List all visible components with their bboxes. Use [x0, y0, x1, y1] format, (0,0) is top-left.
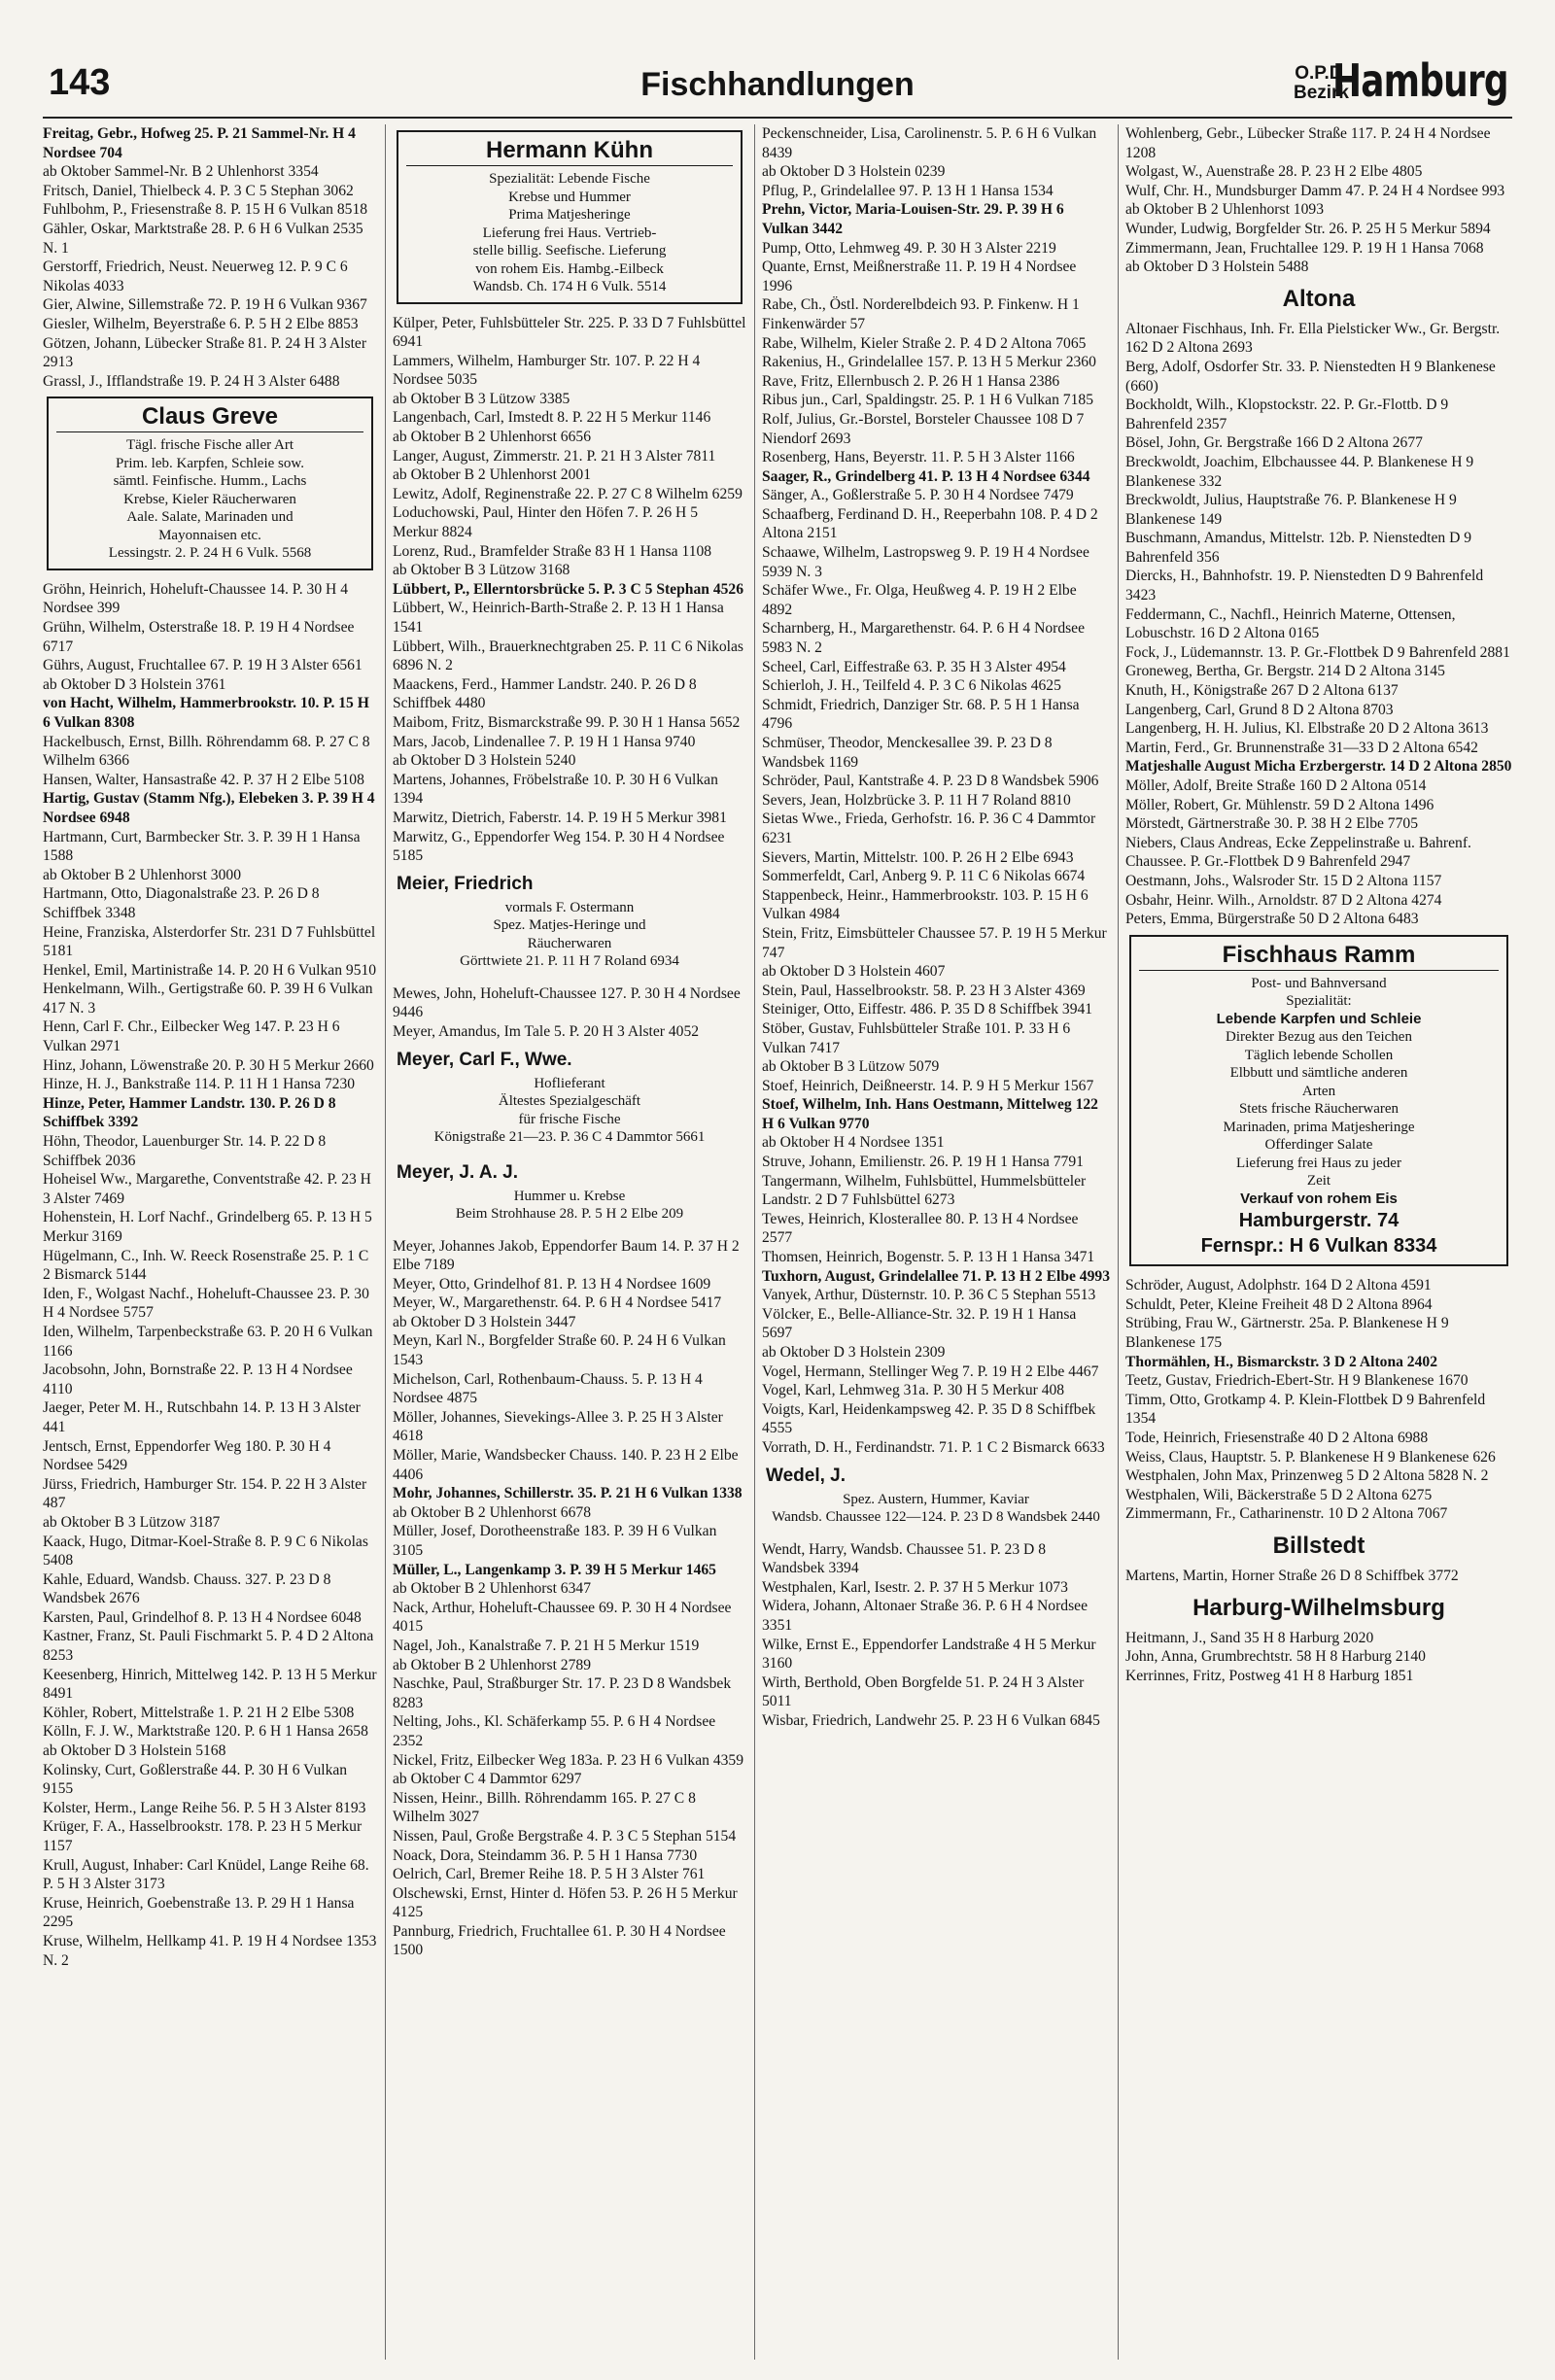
- listing-entry: Heine, Franziska, Alsterdorfer Str. 231 D 7 Fuhlsbüttel 5181: [43, 923, 376, 960]
- listing-entry: Scharnberg, H., Margarethenstr. 64. P. 6 H 4 Nordsee 5983 N. 2: [762, 620, 1086, 657]
- listing-entry: Henkelmann, Wilh., Gertigstraße 60. P. 39 H 6 Vulkan 417 N. 3: [43, 981, 373, 1017]
- listing-entry: Schaafberg, Ferdinand D. H., Reeperbahn 108. P. 4 D 2 Altona 2151: [762, 505, 1098, 542]
- advertisement-line: Tägl. frische Fische aller Art: [125, 437, 294, 454]
- listing-entry: Buschmann, Amandus, Mittelstr. 12b. P. Nienstedten D 9 Bahrenfeld 356: [1125, 530, 1472, 566]
- listing-entry: Ribus jun., Carl, Spaldingstr. 25. P. 1 H 6 Vulkan 7185: [762, 392, 1093, 409]
- listing-entry: Strübing, Frau W., Gärtnerstr. 25a. P. Blankenese H 9 Blankenese 175: [1125, 1315, 1449, 1352]
- listing-entry: Berg, Adolf, Osdorfer Str. 33. P. Nienstedten H 9 Blankenese (660): [1125, 358, 1496, 395]
- advertisement-line: Beim Strohhause 28. P. 5 H 2 Elbe 209: [455, 1206, 684, 1222]
- listing-entry: Lübbert, P., Ellerntorsbrücke 5. P. 3 C 5 Stephan 4526: [393, 580, 744, 598]
- listing-entry: Gier, Alwine, Sillemstraße 72. P. 19 H 6 Vulkan 9367: [43, 296, 367, 314]
- listing-entry: Schmidt, Friedrich, Danziger Str. 68. P. 5 H 1 Hansa 4796: [762, 696, 1080, 733]
- listing-entry: Krüger, F. A., Hasselbrookstr. 178. P. 23 H 5 Merkur 1157: [43, 1818, 363, 1854]
- advertisement-line: Wandsb. Chaussee 122—124. P. 23 D 8 Wandsbek 2440: [772, 1509, 1100, 1526]
- advertisement-title: Meier, Friedrich: [397, 873, 534, 894]
- listing-entry: ab Oktober B 3 Lützow 5079: [762, 1058, 940, 1076]
- listing-entry: Tewes, Heinrich, Klosterallee 80. P. 13 H 4 Nordsee 2577: [762, 1210, 1079, 1247]
- listing-entry: Pflug, P., Grindelallee 97. P. 13 H 1 Hansa 1534: [762, 182, 1054, 199]
- listing-entry: Martens, Martin, Horner Straße 26 D 8 Schiffbek 3772: [1125, 1567, 1459, 1584]
- listing-entry: Grühn, Wilhelm, Osterstraße 18. P. 19 H 4 Nordsee 6717: [43, 619, 355, 655]
- advertisement-line: Marinaden, prima Matjesheringe: [1223, 1119, 1415, 1135]
- listing-entry: ab Oktober D 3 Holstein 3761: [43, 675, 226, 693]
- advertisement-line: Königstraße 21—23. P. 36 C 4 Dammtor 5661: [433, 1129, 706, 1145]
- listing-entry: Wirth, Berthold, Oben Borgfelde 51. P. 24 H 3 Alster 5011: [762, 1673, 1085, 1710]
- listing-entry: Langenberg, H. H. Julius, Kl. Elbstraße 20 D 2 Altona 3613: [1125, 720, 1489, 738]
- listing-entry: Knuth, H., Königstraße 267 D 2 Altona 6137: [1125, 682, 1399, 700]
- advertisement-line: Offerdinger Salate: [1264, 1137, 1373, 1154]
- listing-entry: Meyn, Karl N., Borgfelder Straße 60. P. 24 H 6 Vulkan 1543: [393, 1332, 726, 1369]
- advertisement-line: Prim. leb. Karpfen, Schleie sow.: [116, 455, 304, 471]
- listing-entry: ab Oktober D 3 Holstein 5240: [393, 752, 576, 770]
- listing-entry: Osbahr, Heinr. Wilh., Arnoldstr. 87 D 2 Altona 4274: [1125, 891, 1442, 909]
- listing-entry: ab Oktober D 3 Holstein 3447: [393, 1313, 576, 1330]
- listing-entry: Martin, Ferd., Gr. Brunnenstraße 31—33 D 2 Altona 6542: [1125, 739, 1478, 756]
- advertisement-line: Görttwiete 21. P. 11 H 7 Roland 6934: [460, 953, 679, 970]
- advertisement-line: Lieferung frei Haus. Vertrieb-: [482, 224, 657, 241]
- listing-entry: Wilke, Ernst E., Eppendorfer Landstraße 4 H 5 Merkur 3160: [762, 1636, 1096, 1673]
- listing-entry: Götzen, Johann, Lübecker Straße 81. P. 24 H 3 Alster 2913: [43, 334, 367, 371]
- advertisement-line: Mayonnaisen etc.: [158, 527, 261, 543]
- listing-entry: Marwitz, Dietrich, Faberstr. 14. P. 19 H 5 Merkur 3981: [393, 809, 727, 826]
- listing-entry: Möller, Robert, Gr. Mühlenstr. 59 D 2 Altona 1496: [1125, 796, 1434, 813]
- listing-entry: ab Oktober B 2 Uhlenhorst 6678: [393, 1503, 591, 1521]
- listing-entry: ab Oktober C 4 Dammtor 6297: [393, 1771, 582, 1788]
- advertisement-title: Claus Greve: [56, 402, 363, 432]
- city-subheading: Altona: [1282, 285, 1356, 312]
- listing-entry: Müller, Josef, Dorotheenstraße 183. P. 39 H 6 Vulkan 3105: [393, 1523, 717, 1559]
- advertisement-line: von rohem Eis. Hambg.-Eilbeck: [475, 260, 664, 277]
- advertisement-line: Spez. Matjes-Heringe und: [493, 917, 646, 934]
- listing-entry: ab Oktober B 2 Uhlenhorst 2001: [393, 466, 591, 484]
- listing-entry: Diercks, H., Bahnhofstr. 19. P. Nienstedten D 9 Bahrenfeld 3423: [1125, 568, 1484, 604]
- listing-entry: Hartmann, Curt, Barmbecker Str. 3. P. 39 H 1 Hansa 1588: [43, 828, 361, 865]
- listing-entry: Pump, Otto, Lehmweg 49. P. 30 H 3 Alster 2219: [762, 239, 1056, 257]
- listing-entry: Tangermann, Wilhelm, Fuhlsbüttel, Hummelsbütteler Landstr. 2 D 7 Fuhlsbüttel 6273: [762, 1172, 1087, 1209]
- listing-entry: Kolster, Herm., Lange Reihe 56. P. 5 H 3 Alster 8193: [43, 1799, 366, 1816]
- city-title: Hamburg: [1332, 54, 1508, 107]
- listing-entry: Schuldt, Peter, Kleine Freiheit 48 D 2 Altona 8964: [1125, 1295, 1433, 1313]
- column-1: [43, 124, 377, 2360]
- listing-entry: Westphalen, Karl, Isestr. 2. P. 37 H 5 Merkur 1073: [762, 1578, 1068, 1596]
- listing-entry: Rolf, Julius, Gr.-Borstel, Borsteler Chaussee 108 D 7 Niendorf 2693: [762, 410, 1085, 447]
- listing-entry: Rakenius, H., Grindelallee 157. P. 13 H 5 Merkur 2360: [762, 354, 1096, 371]
- directory-columns: [43, 124, 1512, 2357]
- listing-entry: Hinz, Johann, Löwenstraße 20. P. 30 H 5 Merkur 2660: [43, 1056, 374, 1074]
- listing-entry: Kölln, F. J. W., Marktstraße 120. P. 6 H 1 Hansa 2658: [43, 1723, 368, 1741]
- listing-entry: Noack, Dora, Steindamm 36. P. 5 H 1 Hansa 7730: [393, 1846, 698, 1864]
- listing-entry: Nissen, Paul, Große Bergstraße 4. P. 3 C 5 Stephan 5154: [393, 1827, 737, 1845]
- listing-entry: Widera, Johann, Altonaer Straße 36. P. 6 H 4 Nordsee 3351: [762, 1598, 1088, 1634]
- listing-entry: Schröder, August, Adolphstr. 164 D 2 Altona 4591: [1125, 1277, 1432, 1294]
- listing-entry: Rave, Fritz, Ellernbusch 2. P. 26 H 1 Hansa 2386: [762, 372, 1060, 390]
- listing-entry: Stoef, Heinrich, Deißneerstr. 14. P. 9 H 5 Merkur 1567: [762, 1077, 1094, 1094]
- listing-entry: Hartmann, Otto, Diagonalstraße 23. P. 26 D 8 Schiffbek 3348: [43, 885, 320, 921]
- listing-entry: Scheel, Carl, Eiffestraße 63. P. 35 H 3 Alster 4954: [762, 658, 1066, 675]
- listing-entry: Gührs, August, Fruchtallee 67. P. 19 H 3 Alster 6561: [43, 657, 363, 674]
- listing-entry: Voigts, Karl, Heidenkampsweg 42. P. 35 D 8 Schiffbek 4555: [762, 1400, 1096, 1437]
- advertisement-line: Stets frische Räucherwaren: [1238, 1101, 1400, 1118]
- column-4: [1125, 124, 1512, 2360]
- advertisement-line: sämtl. Feinfische. Humm., Lachs: [113, 473, 307, 490]
- listing-entry: Groneweg, Bertha, Gr. Bergstr. 214 D 2 Altona 3145: [1125, 663, 1445, 680]
- advertisement-title: Wedel, J.: [766, 1465, 847, 1486]
- listing-entry: Kaack, Hugo, Ditmar-Koel-Straße 8. P. 9 C 6 Nikolas 5408: [43, 1533, 368, 1569]
- listing-entry: Sommerfeldt, Carl, Anberg 9. P. 11 C 6 Nikolas 6674: [762, 868, 1086, 885]
- listing-entry: Schaawe, Wilhelm, Lastropsweg 9. P. 19 H 4 Nordsee 5939 N. 3: [762, 544, 1089, 580]
- listing-entry: Freitag, Gebr., Hofweg 25. P. 21 Sammel-Nr. H 4 Nordsee 704: [43, 125, 356, 161]
- listing-entry: Jaeger, Peter M. H., Rutschbahn 14. P. 13 H 3 Alster 441: [43, 1399, 361, 1435]
- listing-entry: Hansen, Walter, Hansastraße 42. P. 37 H 2 Elbe 5108: [43, 771, 364, 788]
- listing-entry: Nagel, Joh., Kanalstraße 7. P. 21 H 5 Merkur 1519: [393, 1637, 700, 1654]
- listing-entry: Langer, August, Zimmerstr. 21. P. 21 H 3 Alster 7811: [393, 447, 716, 465]
- listing-entry: Struve, Johann, Emilienstr. 26. P. 19 H 1 Hansa 7791: [762, 1154, 1084, 1171]
- advertisement-line: Wandsb. Ch. 174 H 6 Vulk. 5514: [472, 279, 667, 294]
- listing-entry: Stöber, Gustav, Fuhlsbütteler Straße 101. P. 33 H 6 Vulkan 7417: [762, 1019, 1071, 1056]
- listing-entry: Wohlenberg, Gebr., Lübecker Straße 117. P. 24 H 4 Nordsee 1208: [1125, 125, 1491, 161]
- listing-entry: Nelting, Johs., Kl. Schäferkamp 55. P. 6 H 4 Nordsee 2352: [393, 1713, 716, 1749]
- listing-entry: Möller, Adolf, Breite Straße 160 D 2 Altona 0514: [1125, 777, 1427, 794]
- listing-entry: Westphalen, John Max, Prinzenweg 5 D 2 Altona 5828 N. 2: [1125, 1467, 1489, 1485]
- listing-entry: Langenbach, Carl, Imstedt 8. P. 22 H 5 Merkur 1146: [393, 409, 711, 427]
- listing-entry: ab Oktober B 2 Uhlenhorst 3000: [43, 866, 241, 883]
- advertisement-address: Hamburgerstr. 74: [1238, 1210, 1400, 1232]
- listing-entry: ab Oktober B 2 Uhlenhorst 6656: [393, 429, 591, 446]
- listing-entry: ab Oktober B 3 Lützow 3385: [393, 390, 570, 407]
- city-subheading: Harburg-Wilhelmsburg: [1192, 1594, 1445, 1621]
- listing-entry: Schmüser, Theodor, Menckesallee 39. P. 23 D 8 Wandsbek 1169: [762, 735, 1053, 771]
- listing-entry: Zimmermann, Jean, Fruchtallee 129. P. 19 H 1 Hansa 7068: [1125, 239, 1484, 257]
- listing-entry: Krull, August, Inhaber: Carl Knüdel, Lange Reihe 68. P. 5 H 3 Alster 3173: [43, 1856, 369, 1893]
- listing-entry: Maackens, Ferd., Hammer Landstr. 240. P. 26 D 8 Schiffbek 4480: [393, 675, 697, 712]
- listing-entry: Sievers, Martin, Mittelstr. 100. P. 26 H 2 Elbe 6943: [762, 848, 1074, 866]
- advertisement-highlight: Lebende Karpfen und Schleie: [1216, 1010, 1422, 1027]
- advertisement-line: Spezialität:: [1286, 993, 1352, 1010]
- listing-entry: Höhn, Theodor, Lauenburger Str. 14. P. 22 D 8 Schiffbek 2036: [43, 1133, 327, 1169]
- listing-entry: Bösel, John, Gr. Bergstraße 166 D 2 Altona 2677: [1125, 434, 1423, 452]
- listing-entry: Mewes, John, Hoheluft-Chaussee 127. P. 30 H 4 Nordsee 9446: [393, 984, 741, 1021]
- listing-entry: Olschewski, Ernst, Hinter d. Höfen 53. P. 26 H 5 Merkur 4125: [393, 1884, 738, 1921]
- listing-entry: Stein, Paul, Hasselbrookstr. 58. P. 23 H 3 Alster 4369: [762, 982, 1086, 999]
- listing-entry: Matjeshalle August Micha Erzbergerstr. 14 D 2 Altona 2850: [1125, 758, 1512, 776]
- advertisement-line: Direkter Bezug aus den Teichen: [1226, 1029, 1412, 1046]
- listing-entry: Mohr, Johannes, Schillerstr. 35. P. 21 H 6 Vulkan 1338: [393, 1485, 743, 1502]
- advertisement-box: [397, 872, 743, 975]
- listing-entry: Kerrinnes, Fritz, Postweg 41 H 8 Harburg 1851: [1125, 1667, 1414, 1684]
- listing-entry: Möller, Johannes, Sievekings-Allee 3. P. 25 H 3 Alster 4618: [393, 1408, 723, 1445]
- listing-entry: Möller, Marie, Wandsbecker Chauss. 140. P. 23 H 2 Elbe 4406: [393, 1447, 739, 1483]
- listing-entry: Quante, Ernst, Meißnerstraße 11. P. 19 H 4 Nordsee 1996: [762, 259, 1077, 294]
- listing-entry: Wendt, Harry, Wandsb. Chaussee 51. P. 23 D 8 Wandsbek 3394: [762, 1540, 1046, 1577]
- listing-entry: Jentsch, Ernst, Eppendorfer Weg 180. P. 30 H 4 Nordsee 5429: [43, 1437, 331, 1474]
- advertisement-line: Krebse, Kieler Räucherwaren: [123, 491, 296, 507]
- listing-entry: Lewitz, Adolf, Reginenstraße 22. P. 27 C 8 Wilhelm 6259: [393, 485, 743, 502]
- listing-entry: Kahle, Eduard, Wandsb. Chauss. 327. P. 23 D 8 Wandsbek 2676: [43, 1570, 331, 1607]
- listing-entry: Giesler, Wilhelm, Beyerstraße 6. P. 5 H 2 Elbe 8853: [43, 315, 359, 332]
- listing-entry: Oelrich, Carl, Bremer Reihe 18. P. 5 H 3 Alster 761: [393, 1866, 706, 1883]
- listing-entry: Jürss, Friedrich, Hamburger Str. 154. P. 22 H 3 Alster 487: [43, 1475, 367, 1512]
- listing-entry: Peckenschneider, Lisa, Carolinenstr. 5. P. 6 H 6 Vulkan 8439: [762, 125, 1097, 161]
- listing-entry: Thormählen, H., Bismarckstr. 3 D 2 Altona 2402: [1125, 1353, 1437, 1370]
- listing-entry: Keesenberg, Hinrich, Mittelweg 142. P. 13 H 5 Merkur 8491: [43, 1666, 377, 1703]
- listing-entry: Breckwoldt, Julius, Hauptstraße 76. P. Blankenese H 9 Blankenese 149: [1125, 492, 1457, 528]
- district-label-line-2: Bezirk: [1293, 83, 1349, 103]
- listing-entry: Hinze, Peter, Hammer Landstr. 130. P. 26 D 8 Schiffbek 3392: [43, 1094, 336, 1131]
- listing-entry: Langenberg, Carl, Grund 8 D 2 Altona 8703: [1125, 701, 1394, 718]
- listing-entry: Feddermann, C., Nachfl., Heinrich Materne, Ottensen, Lobuschstr. 16 D 2 Altona 0165: [1125, 605, 1456, 642]
- advertisement-line: Post- und Bahnversand: [1251, 975, 1387, 991]
- listing-entry: Wolgast, W., Auenstraße 28. P. 23 H 2 Elbe 4805: [1125, 163, 1423, 181]
- advertisement-line: Lessingstr. 2. P. 24 H 6 Vulk. 5568: [108, 545, 312, 562]
- listing-entry: von Hacht, Wilhelm, Hammerbrookstr. 10. P. 15 H 6 Vulkan 8308: [43, 695, 369, 731]
- listing-entry: Kruse, Heinrich, Goebenstraße 13. P. 29 H 1 Hansa 2295: [43, 1894, 355, 1931]
- listing-entry: Martens, Johannes, Fröbelstraße 10. P. 30 H 6 Vulkan 1394: [393, 771, 718, 808]
- listing-entry: Wulf, Chr. H., Mundsburger Damm 47. P. 24 H 4 Nordsee 993: [1125, 182, 1505, 199]
- listing-entry: Weiss, Claus, Hauptstr. 5. P. Blankenese H 9 Blankenese 626: [1125, 1448, 1496, 1466]
- advertisement-box: [397, 130, 743, 304]
- advertisement-title: Fischhaus Ramm: [1139, 941, 1499, 971]
- advertisement-line: Ältestes Spezialgeschäft: [498, 1093, 641, 1109]
- listing-entry: Marwitz, G., Eppendorfer Weg 154. P. 30 H 4 Nordsee 5185: [393, 828, 725, 865]
- listing-entry: Timm, Otto, Grotkamp 4. P. Klein-Flottbek D 9 Bahrenfeld 1354: [1125, 1391, 1486, 1428]
- listing-entry: Völcker, E., Belle-Alliance-Str. 32. P. 19 H 1 Hansa 5697: [762, 1305, 1077, 1342]
- listing-entry: Henn, Carl F. Chr., Eilbecker Weg 147. P. 23 H 6 Vulkan 2971: [43, 1018, 340, 1055]
- listing-entry: Iden, F., Wolgast Nachf., Hoheluft-Chaussee 23. P. 30 H 4 Nordsee 5757: [43, 1285, 369, 1322]
- advertisement-line: Prima Matjesheringe: [508, 207, 631, 223]
- advertisement-footer: Verkauf von rohem Eis: [1240, 1190, 1398, 1207]
- listing-entry: Wunder, Ludwig, Borgfelder Str. 26. P. 25 H 5 Merkur 5894: [1125, 220, 1491, 237]
- listing-entry: Stein, Fritz, Eimsbütteler Chaussee 57. P. 19 H 5 Merkur 747: [762, 924, 1107, 961]
- advertisement-line: Räucherwaren: [527, 935, 612, 951]
- listing-entry: Lübbert, Wilh., Brauerknechtgraben 25. P. 11 C 6 Nikolas 6896 N. 2: [393, 638, 743, 674]
- advertisement-box: [1129, 935, 1508, 1267]
- listing-entry: Zimmermann, Fr., Catharinenstr. 10 D 2 Altona 7067: [1125, 1505, 1448, 1523]
- listing-entry: Hackelbusch, Ernst, Billh. Röhrendamm 68. P. 27 C 8 Wilhelm 6366: [43, 733, 370, 770]
- listing-entry: John, Anna, Grumbrechtstr. 58 H 8 Harburg 2140: [1125, 1648, 1426, 1666]
- listing-entry: ab Oktober D 3 Holstein 2309: [762, 1344, 946, 1361]
- advertisement-title: Meyer, Carl F., Wwe.: [397, 1049, 572, 1070]
- listing-entry: Maibom, Fritz, Bismarckstraße 99. P. 30 H 1 Hansa 5652: [393, 713, 741, 731]
- listing-entry: Köhler, Robert, Mittelstraße 1. P. 21 H 2 Elbe 5308: [43, 1704, 355, 1721]
- advertisement-title: Hermann Kühn: [406, 136, 733, 166]
- listing-entry: Teetz, Gustav, Friedrich-Ebert-Str. H 9 Blankenese 1670: [1125, 1372, 1469, 1390]
- listing-entry: Michelson, Carl, Rothenbaum-Chauss. 5. P. 13 H 4 Nordsee 4875: [393, 1370, 703, 1407]
- listing-entry: Nack, Arthur, Hoheluft-Chaussee 69. P. 30 H 4 Nordsee 4015: [393, 1599, 732, 1636]
- listing-entry: Schäfer Wwe., Fr. Olga, Heußweg 4. P. 19 H 2 Elbe 4892: [762, 582, 1077, 618]
- listing-entry: Tode, Heinrich, Friesenstraße 40 D 2 Altona 6988: [1125, 1430, 1429, 1446]
- listing-entry: Sänger, A., Goßlerstraße 5. P. 30 H 4 Nordsee 7479: [762, 487, 1074, 504]
- listing-entry: Gröhn, Heinrich, Hoheluft-Chaussee 14. P. 30 H 4 Nordsee 399: [43, 580, 348, 617]
- listing-entry: ab Oktober B 3 Lützow 3187: [43, 1513, 221, 1531]
- listing-entry: Pannburg, Friedrich, Fruchtallee 61. P. 30 H 4 Nordsee 1500: [393, 1922, 726, 1959]
- advertisement-line: Zeit: [1306, 1173, 1331, 1190]
- listing-entry: Gähler, Oskar, Marktstraße 28. P. 6 H 6 Vulkan 2535 N. 1: [43, 220, 363, 257]
- advertisement-line: für frische Fische: [518, 1111, 621, 1127]
- listing-entry: Meyer, Otto, Grindelhof 81. P. 13 H 4 Nordsee 1609: [393, 1275, 711, 1293]
- listing-entry: ab Oktober B 2 Uhlenhorst 2789: [393, 1656, 591, 1673]
- listing-entry: Rosenberg, Hans, Beyerstr. 11. P. 5 H 3 Alster 1166: [762, 449, 1075, 466]
- advertisement-line: Spezialität: Lebende Fische: [489, 171, 650, 187]
- listing-entry: Hohenstein, H. Lorf Nachf., Grindelberg 65. P. 13 H 5 Merkur 3169: [43, 1209, 372, 1245]
- listing-entry: Lorenz, Rud., Bramfelder Straße 83 H 1 Hansa 1108: [393, 542, 712, 560]
- page-header: [43, 52, 1512, 119]
- advertisement-line: Täglich lebende Schollen: [1244, 1047, 1394, 1063]
- section-title: Fischhandlungen: [640, 66, 915, 103]
- listing-entry: Bockholdt, Wilh., Klopstockstr. 22. P. Gr.-Flottb. D 9 Bahrenfeld 2357: [1125, 397, 1449, 432]
- listing-entry: ab Oktober Sammel-Nr. B 2 Uhlenhorst 3354: [43, 163, 319, 181]
- listing-entry: ab Oktober D 3 Holstein 5168: [43, 1742, 226, 1760]
- listing-entry: Rabe, Ch., Östl. Norderelbdeich 93. P. Finkenw. H 1 Finkenwärder 57: [762, 296, 1080, 332]
- listing-entry: Nickel, Fritz, Eilbecker Weg 183a. P. 23 H 6 Vulkan 4359: [393, 1751, 744, 1769]
- advertisement-box: [47, 397, 373, 570]
- listing-entry: Hartig, Gustav (Stamm Nfg.), Elebeken 3. P. 39 H 4 Nordsee 6948: [43, 790, 375, 826]
- listing-entry: ab Oktober B 2 Uhlenhorst 6347: [393, 1580, 591, 1598]
- listing-entry: Hügelmann, C., Inh. W. Reeck Rosenstraße 25. P. 1 C 2 Bismarck 5144: [43, 1247, 369, 1284]
- listing-entry: Müller, L., Langenkamp 3. P. 39 H 5 Merkur 1465: [393, 1561, 716, 1578]
- listing-entry: ab Oktober H 4 Nordsee 1351: [762, 1134, 945, 1152]
- advertisement-box: [766, 1464, 1106, 1531]
- listing-entry: Breckwoldt, Joachim, Elbchaussee 44. P. Blankenese H 9 Blankenese 332: [1125, 453, 1474, 490]
- listing-entry: Schröder, Paul, Kantstraße 4. P. 23 D 8 Wandsbek 5906: [762, 773, 1099, 790]
- advertisement-line: Hummer u. Krebse: [513, 1188, 626, 1204]
- listing-entry: Schierloh, J. H., Teilfeld 4. P. 3 C 6 Nikolas 4625: [762, 677, 1061, 695]
- listing-entry: Lübbert, W., Heinrich-Barth-Straße 2. P. 13 H 1 Hansa 1541: [393, 600, 724, 636]
- listing-entry: Meyer, Johannes Jakob, Eppendorfer Baum 14. P. 37 H 2 Elbe 7189: [393, 1237, 740, 1274]
- listing-entry: Henkel, Emil, Martinistraße 14. P. 20 H 6 Vulkan 9510: [43, 961, 377, 979]
- listing-entry: Tuxhorn, August, Grindelallee 71. P. 13 H 2 Elbe 4993: [762, 1267, 1110, 1285]
- listing-entry: Külper, Peter, Fuhlsbütteler Str. 225. P. 33 D 7 Fuhlsbüttel 6941: [393, 314, 746, 351]
- listing-entry: Iden, Wilhelm, Tarpenbeckstraße 63. P. 20 H 6 Vulkan 1166: [43, 1323, 373, 1360]
- advertisement-line: Lieferung frei Haus zu jeder: [1236, 1155, 1401, 1171]
- advertisement-line: Krebse und Hummer: [508, 189, 631, 205]
- column-rule: [385, 124, 386, 2360]
- listing-entry: Vanyek, Arthur, Düsternstr. 10. P. 36 C 5 Stephan 5513: [762, 1287, 1096, 1304]
- listing-entry: ab Oktober D 3 Holstein 4607: [762, 963, 946, 981]
- listing-entry: Karsten, Paul, Grindelhof 8. P. 13 H 4 Nordsee 6048: [43, 1608, 362, 1626]
- column-rule: [1118, 124, 1119, 2360]
- listing-entry: Mars, Jacob, Lindenallee 7. P. 19 H 1 Hansa 9740: [393, 733, 696, 750]
- advertisement-phone: Fernspr.: H 6 Vulkan 8334: [1200, 1235, 1437, 1258]
- listing-entry: ab Oktober B 2 Uhlenhorst 1093: [1125, 201, 1324, 219]
- advertisement-line: stelle billig. Seefische. Lieferung: [472, 243, 667, 259]
- listing-entry: Loduchowski, Paul, Hinter den Höfen 7. P. 26 H 5 Merkur 8824: [393, 504, 699, 541]
- advertisement-line: Arten: [1301, 1083, 1336, 1099]
- listing-entry: Fuhlbohm, P., Friesenstraße 8. P. 15 H 6 Vulkan 8518: [43, 201, 368, 219]
- page-number: 143: [49, 62, 111, 103]
- column-rule: [754, 124, 755, 2360]
- listing-entry: Hoheisel Ww., Margarethe, Conventstraße 42. P. 23 H 3 Alster 7469: [43, 1171, 371, 1207]
- listing-entry: Rabe, Wilhelm, Kieler Straße 2. P. 4 D 2 Altona 7065: [762, 334, 1087, 352]
- listing-entry: Kolinsky, Curt, Goßlerstraße 44. P. 30 H 6 Vulkan 9155: [43, 1761, 348, 1798]
- listing-entry: Stoef, Wilhelm, Inh. Hans Oestmann, Mittelweg 122 H 6 Vulkan 9770: [762, 1096, 1098, 1132]
- listing-entry: ab Oktober B 3 Lützow 3168: [393, 562, 570, 579]
- listing-entry: Vorrath, D. H., Ferdinandstr. 71. P. 1 C 2 Bismarck 6633: [762, 1438, 1105, 1456]
- listing-entry: Stappenbeck, Heinr., Hammerbrookstr. 103. P. 15 H 6 Vulkan 4984: [762, 886, 1088, 923]
- advertisement-line: Hoflieferant: [534, 1075, 605, 1091]
- listing-entry: Steiniger, Otto, Eiffestr. 486. P. 35 D 8 Schiffbek 3941: [762, 1001, 1093, 1018]
- listing-entry: Saager, R., Grindelberg 41. P. 13 H 4 Nordsee 6344: [762, 467, 1090, 485]
- listing-entry: Lammers, Wilhelm, Hamburger Str. 107. P. 22 H 4 Nordsee 5035: [393, 352, 701, 389]
- listing-entry: Jacobsohn, John, Bornstraße 22. P. 13 H 4 Nordsee 4110: [43, 1362, 353, 1397]
- listing-entry: Fritsch, Daniel, Thielbeck 4. P. 3 C 5 Stephan 3062: [43, 182, 354, 199]
- listing-entry: Westphalen, Wili, Bäckerstraße 5 D 2 Altona 6275: [1125, 1486, 1433, 1503]
- listing-entry: Sietas Wwe., Frieda, Gerhofstr. 16. P. 36 C 4 Dammtor 6231: [762, 811, 1096, 846]
- district-label-line-1: O.P.D.: [1295, 63, 1348, 84]
- advertisement-line: vormals F. Ostermann: [504, 899, 635, 915]
- listing-entry: Naschke, Paul, Straßburger Str. 17. P. 23 D 8 Wandsbek 8283: [393, 1675, 732, 1711]
- listing-entry: Fock, J., Lüdemannstr. 13. P. Gr.-Flottbek D 9 Bahrenfeld 2881: [1125, 643, 1510, 661]
- listing-entry: Niebers, Claus Andreas, Ecke Zeppelinstraße u. Bahrenf. Chaussee. P. Gr.-Flottbek D 9 Bahrenfeld 2947: [1125, 834, 1471, 871]
- advertisement-line: Elbbutt und sämtliche anderen: [1229, 1065, 1408, 1082]
- advertisement-box: [397, 1160, 743, 1227]
- listing-entry: Wisbar, Friedrich, Landwehr 25. P. 23 H 6 Vulkan 6845: [762, 1711, 1100, 1729]
- column-2: [393, 124, 746, 2360]
- advertisement-title: Meyer, J. A. J.: [397, 1161, 518, 1183]
- advertisement-line: Aale. Salate, Marinaden und: [126, 509, 294, 526]
- column-3: [762, 124, 1110, 2360]
- listing-entry: Nissen, Heinr., Billh. Röhrendamm 165. P. 27 C 8 Wilhelm 3027: [393, 1789, 696, 1826]
- listing-entry: Hinze, H. J., Bankstraße 114. P. 11 H 1 Hansa 7230: [43, 1076, 356, 1093]
- city-subheading: Billstedt: [1272, 1532, 1365, 1559]
- advertisement-line: Spez. Austern, Hummer, Kaviar: [843, 1491, 1029, 1507]
- listing-entry: Vogel, Karl, Lehmweg 31a. P. 30 H 5 Merkur 408: [762, 1382, 1065, 1399]
- listing-entry: Meyer, Amandus, Im Tale 5. P. 20 H 3 Alster 4052: [393, 1022, 700, 1040]
- listing-entry: Kruse, Wilhelm, Hellkamp 41. P. 19 H 4 Nordsee 1353 N. 2: [43, 1932, 377, 1969]
- listing-entry: Gerstorff, Friedrich, Neust. Neuerweg 12. P. 9 C 6 Nikolas 4033: [43, 259, 348, 294]
- listing-entry: Kastner, Franz, St. Pauli Fischmarkt 5. P. 4 D 2 Altona 8253: [43, 1628, 374, 1665]
- listing-entry: Mörstedt, Gärtnerstraße 30. P. 38 H 2 Elbe 7705: [1125, 815, 1418, 833]
- listing-entry: Vogel, Hermann, Stellinger Weg 7. P. 19 H 2 Elbe 4467: [762, 1362, 1099, 1380]
- listing-entry: Altonaer Fischhaus, Inh. Fr. Ella Pielsticker Ww., Gr. Bergstr. 162 D 2 Altona 2693: [1125, 320, 1501, 357]
- listing-entry: Peters, Emma, Bürgerstraße 50 D 2 Altona 6483: [1125, 911, 1419, 928]
- listing-entry: Prehn, Victor, Maria-Louisen-Str. 29. P. 39 H 6 Vulkan 3442: [762, 201, 1064, 237]
- listing-entry: Heitmann, J., Sand 35 H 8 Harburg 2020: [1125, 1629, 1374, 1646]
- listing-entry: Grassl, J., Ifflandstraße 19. P. 24 H 3 Alster 6488: [43, 372, 340, 390]
- listing-entry: ab Oktober D 3 Holstein 0239: [762, 163, 946, 181]
- advertisement-box: [397, 1048, 743, 1151]
- listing-entry: Severs, Jean, Holzbrücke 3. P. 11 H 7 Roland 8810: [762, 791, 1071, 809]
- listing-entry: Oestmann, Johs., Walsroder Str. 15 D 2 Altona 1157: [1125, 872, 1442, 889]
- listing-entry: Meyer, W., Margarethenstr. 64. P. 6 H 4 Nordsee 5417: [393, 1294, 722, 1312]
- listing-entry: Thomsen, Heinrich, Bogenstr. 5. P. 13 H 1 Hansa 3471: [762, 1249, 1095, 1266]
- listing-entry: ab Oktober D 3 Holstein 5488: [1125, 259, 1309, 276]
